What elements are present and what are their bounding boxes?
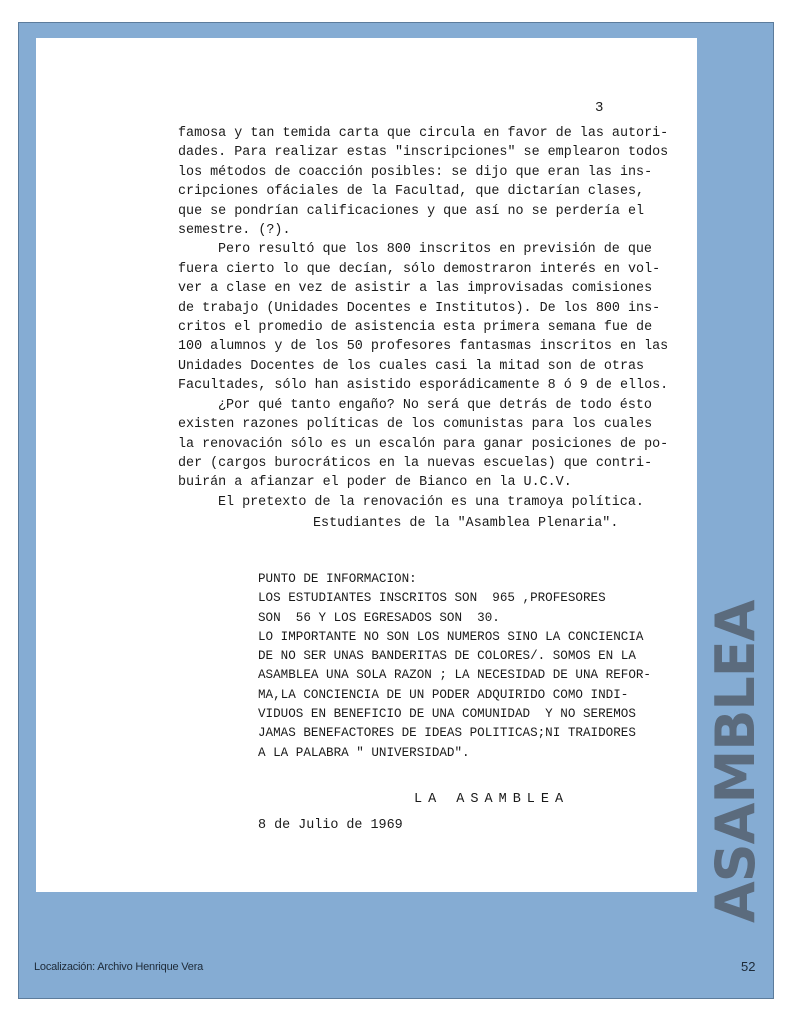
- text-line: buirán a afianzar el poder de Bianco en la U.C.V.: [178, 475, 572, 491]
- text-line: ver a clase en vez de asistir a las improvisadas comisiones: [178, 281, 653, 297]
- document-body: [178, 124, 669, 512]
- text-line: la renovación sólo es un escalón para ganar posiciones de po-: [178, 436, 669, 452]
- text-line: existen razones políticas de los comunistas para los cuales: [178, 417, 653, 433]
- text-line: 100 alumnos y de los 50 profesores fantasmas inscritos en las: [178, 339, 669, 355]
- text-line: Pero resultó que los 800 inscritos en previsión de que: [218, 242, 652, 258]
- text-line: semestre. (?).: [178, 223, 291, 239]
- text-line: ¿Por qué tanto engaño? No será que detrás de todo ésto: [218, 397, 652, 413]
- closing-signature: LA ASAMBLEA: [414, 792, 570, 807]
- text-line: famosa y tan temida carta que circula en favor de las autori-: [178, 126, 669, 141]
- text-line: fuera cierto lo que decían, sólo demostraron interés en vol-: [178, 261, 661, 277]
- text-line: los métodos de coacción posibles: se dijo que eran las ins-: [178, 164, 653, 180]
- text-line: que se pondrían calificaciones y que así no se perdería el: [178, 203, 645, 219]
- notice-line: PUNTO DE INFORMACION:: [258, 572, 417, 586]
- notice-line: DE NO SER UNAS BANDERITAS DE COLORES/. SOMOS EN LA: [258, 649, 636, 664]
- document-signature: Estudiantes de la "Asamblea Plenaria".: [313, 516, 619, 531]
- notice-line: ASAMBLEA UNA SOLA RAZON ; LA NECESIDAD DE UNA REFOR-: [258, 668, 651, 683]
- document-page-number: 3: [595, 100, 604, 116]
- footer-source: Localización: Archivo Henrique Vera: [34, 961, 204, 973]
- text-line: critos el promedio de asistencia esta primera semana fue de: [178, 320, 653, 336]
- notice-line: A LA PALABRA " UNIVERSIDAD".: [258, 745, 470, 760]
- information-notice: [258, 570, 670, 763]
- text-line: der (cargos burocráticos en la nuevas escuelas) que contri-: [178, 455, 653, 471]
- notice-line: JAMAS BENEFACTORES DE IDEAS POLITICAS;NI TRAIDORES: [258, 726, 636, 741]
- side-title-text: ASAMBLEA: [704, 600, 767, 923]
- notice-line: VIDUOS EN BENEFICIO DE UNA COMUNIDAD Y NO SEREMOS: [258, 707, 636, 722]
- side-title: [704, 600, 767, 923]
- text-line: de trabajo (Unidades Docentes e Institutos). De los 800 ins-: [178, 300, 661, 316]
- notice-line: SON 56 Y LOS EGRESADOS SON 30.: [258, 610, 500, 625]
- text-line: Facultades, sólo han asistido esporádicamente 8 ó 9 de ellos.: [178, 378, 669, 394]
- text-line: cripciones ofáciales de la Facultad, que dictarían clases,: [178, 184, 645, 200]
- text-line: El pretexto de la renovación es una tramoya política.: [218, 494, 644, 510]
- notice-line: LOS ESTUDIANTES INSCRITOS SON 965 ,PROFESORES: [258, 591, 606, 606]
- notice-line: MA,LA CONCIENCIA DE UN PODER ADQUIRIDO COMO INDI-: [258, 687, 629, 702]
- notice-line: LO IMPORTANTE NO SON LOS NUMEROS SINO LA CONCIENCIA: [258, 629, 644, 644]
- text-line: Unidades Docentes de los cuales casi la mitad son de otras: [178, 358, 645, 374]
- text-line: dades. Para realizar estas "inscripciones" se emplearon todos: [178, 145, 669, 161]
- footer-page-number: 52: [741, 959, 756, 974]
- document-date: 8 de Julio de 1969: [258, 818, 403, 833]
